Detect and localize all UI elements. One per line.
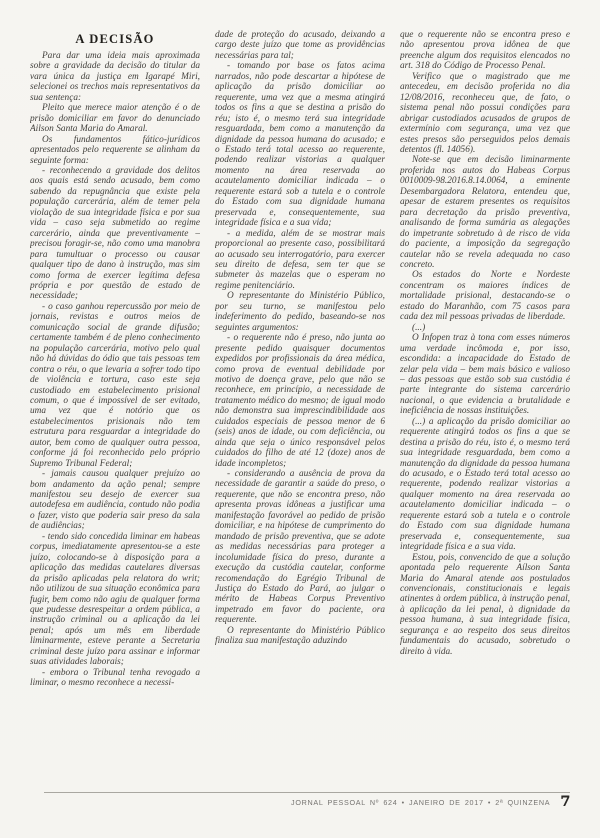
column-2-paragraphs bbox=[215, 30, 385, 647]
paragraph: O Infopen traz à tona com esses números uma verdade incômoda e, por isso, escondida: a incapacidade do Estado de zelar pela vida – bem mais básico e valioso – das pessoas que estão sob sua custódia é parte integrante do sistema carcerário nacional, o que evidencia a brutalidade e ineficiência de nossas instituições. bbox=[400, 333, 570, 417]
column-1-paragraphs bbox=[30, 51, 200, 689]
paragraph: que o requerente não se encontra preso e não apresentou prova idônea de que preenche algum dos requisitos elencados no art. 318 do Código de Processo Penal. bbox=[400, 30, 570, 72]
paragraph: - embora o Tribunal tenha revogado a liminar, o mesmo reconhece a necessi- bbox=[30, 667, 200, 689]
paragraph: - jamais causou qualquer prejuízo ao bom andamento da ação penal; sempre manifestou seu desejo de exercer sua autodefesa em audiência, contudo não podia o fazer, visto que poderia sair preso da sala de audiências; bbox=[30, 469, 200, 532]
column-3-paragraphs bbox=[400, 30, 570, 657]
article-body bbox=[30, 30, 570, 782]
paragraph: Verifico que o magistrado que me antecedeu, em decisão proferida no dia 12/08/2016, reconheceu que, de fato, o sistema penal não possui condições para abrigar custodiados acusados de grupos de extermínio com segurança, uma vez que estes presos são perseguidos pelos demais detentos (fl. 14056). bbox=[400, 71, 570, 155]
text-column-2 bbox=[215, 30, 385, 782]
paragraph: Estou, pois, convencido de que a solução apontada pelo requerente Aílson Santa Maria do Amaral atende aos postulados convencionais, constitucionais e legais atinentes à ordem pública, à instrução penal, à aplicação da lei penal, à dignidade da pessoa humana, à sua integridade física, segurança e ao respeito dos seus direitos fundamentais do acusado, sobretudo o direito à vida. bbox=[400, 552, 570, 657]
paragraph: Os fundamentos fático-jurídicos apresentados pelo requerente se alinham da seguinte forma: bbox=[30, 134, 200, 166]
paragraph: Os estados do Norte e Nordeste concentram os maiores índices de mortalidade prisional, destacando-se o estado do Maranhão, com 75 casos para cada dez mil pessoas privadas de liberdade. bbox=[400, 270, 570, 323]
article-title: A DECISÃO bbox=[75, 32, 155, 46]
paragraph: O representante do Ministério Público finaliza sua manifestação aduzindo bbox=[215, 625, 385, 647]
paragraph: dade de proteção do acusado, deixando a cargo deste juízo que tome as providências necessárias para tal; bbox=[215, 30, 385, 61]
paragraph: O representante do Ministério Público, por seu turno, se manifestou pelo indeferimento do pedido, baseando-se nos seguintes argumentos: bbox=[215, 291, 385, 333]
paragraph: - tendo sido concedida liminar em habeas corpus, imediatamente apresentou-se a este juízo, colocando-se à disposição para a aplicação das medidas cautelares diversas da prisão aplicadas pela relatora do writ; não utilizou de sua situação econômica para fugir, bem como não agiu de qualquer forma que pudesse desrespeitar a ordem pública, a instrução criminal ou a aplicação da lei penal; após um mês em liberdade liminarmente, esteve perante a Secretaria criminal deste juízo para assinar e informar suas atividades laborais; bbox=[30, 531, 200, 668]
paragraph: - o requerente não é preso, não junta ao presente pedido quaisquer documentos expedidos por profissionais da área médica, como prova de eventual debilidade por motivo de doença grave, pelo que não se reconhece, em princípio, a necessidade de tratamento médico do mesmo; de igual modo não demonstra sua imprescindibilidade aos cuidados especiais de pessoa menor de 6 (seis) anos de idade, ou com deficiência, ou ainda que seja o único responsável pelos cuidados do filho de até 12 (doze) anos de idade incompletos; bbox=[215, 333, 385, 469]
paragraph: Para dar uma ideia mais aproximada sobre a gravidade da decisão do titular da vara única da justiça em Igarapé Miri, selecionei os trechos mais representativos da sua sentença: bbox=[30, 51, 200, 103]
page-number: 7 bbox=[560, 794, 570, 810]
paragraph: Note-se que em decisão liminarmente proferida nos autos do Habeas Corpus 0010009-98.2016.8.14.0064, a eminente Desembargadora Relatora, entendeu que, apesar de estarem presentes os requisitos para decretação da prisão preventiva, analisando de forma sumária as alegações do impetrante sobretudo à de risco de vida do paciente, a imposição da segregação cautelar não se revela adequada no caso concreto. bbox=[400, 155, 570, 270]
paragraph: - a medida, além de se mostrar mais proporcional ao presente caso, possibilitará ao acusado seu interrogatório, para exercer seu direito de defesa, sem ter que se submeter às mazelas que o esperam no regime penitenciário. bbox=[215, 228, 385, 291]
paragraph: - reconhecendo a gravidade dos delitos aos quais está sendo acusado, bem como sabendo da repugnância que existe pela população carcerária, além de temer pela violação de sua integridade física e por sua vida – caso seja submetido ao regime carcerário, ainda que preventivamente – precisou foragir-se, não como uma manobra para tumultuar o processo ou causar qualquer tipo de dano à instrução, mas sim como forma de exercer legítima defesa própria e por questão de estado de necessidade; bbox=[30, 165, 200, 302]
paragraph: - tomando por base os fatos acima narrados, não pode descartar a hipótese de aplicação da prisão domiciliar ao requerente, uma vez que a mesma atingirá todos os fins a que se destina a prisão do réu; isto é, o mesmo terá sua integridade resguardada, bem como a manutenção da dignidade da pessoa humana do acusado; e o Estado terá total acesso ao requerente, podendo realizar vistorias a qualquer momento na área reservada ao acautelamento domiciliar indicada – o requerente estará sob a tutela e o controle do Estado com sua dignidade humana preservada e, consequentemente, sua integridade física e a sua vida; bbox=[215, 61, 385, 229]
page-footer bbox=[44, 792, 570, 808]
journal-footer-text: JORNAL PESSOAL Nº 624 • JANEIRO DE 2017 • 2ª QUINZENA bbox=[291, 797, 551, 807]
paragraph: - considerando a ausência de prova da necessidade de garantir a saúde do preso, o requerente, que não se encontra preso, não apresenta provas idôneas a justificar uma manifestação favorável ao pedido de prisão domiciliar, e na hipótese de cumprimento do mandado de prisão preventiva, que se adote as medidas necessárias para proteger a incolumidade física do preso, durante a execução da custódia cautelar, conforme recomendação do Egrégio Tribunal de Justiça do Estado do Pará, ao julgar o mérito de Habeas Corpus Preventivo impetrado em favor do paciente, ora requerente. bbox=[215, 469, 385, 626]
paragraph: - o caso ganhou repercussão por meio de jornais, revistas e outros meios de comunicação social de grande difusão; certamente também é de pleno conhecimento na população carcerária, motivo pelo qual não há dúvidas do ódio que tais pessoas tem contra o réu, o que levaria a sofrer todo tipo de violência e tortura, caso este seja custodiado em estabelecimento prisional comum, o que é impossível de ser evitado, uma vez que é notório que os estabelecimentos prisionais não tem estrutura para resguardar a integridade do autor, bem como de qualquer outra pessoa, conforme já foi reconhecido pelo próprio Supremo Tribunal Federal; bbox=[30, 301, 200, 469]
text-column-3 bbox=[400, 30, 570, 782]
paragraph: (...) a aplicação da prisão domiciliar ao requerente atingirá todos os fins a que se destina a prisão do réu, isto é, o mesmo terá sua integridade resguardada, bem como a manutenção da dignidade da pessoa humana do acusado, e o Estado terá total acesso ao requerente, podendo realizar vistorias a qualquer momento na área reservada ao acautelamento domiciliar indicada – o requerente estará sob a tutela e o controle do Estado com sua dignidade humana preservada e, consequentemente, sua integridade física e a sua vida. bbox=[400, 416, 570, 553]
paragraph: Pleito que merece maior atenção é o de prisão domiciliar em favor do denunciado Ailson Santa Maria do Amaral. bbox=[30, 103, 200, 135]
paragraph: (...) bbox=[412, 322, 426, 333]
text-column-1 bbox=[30, 30, 200, 782]
